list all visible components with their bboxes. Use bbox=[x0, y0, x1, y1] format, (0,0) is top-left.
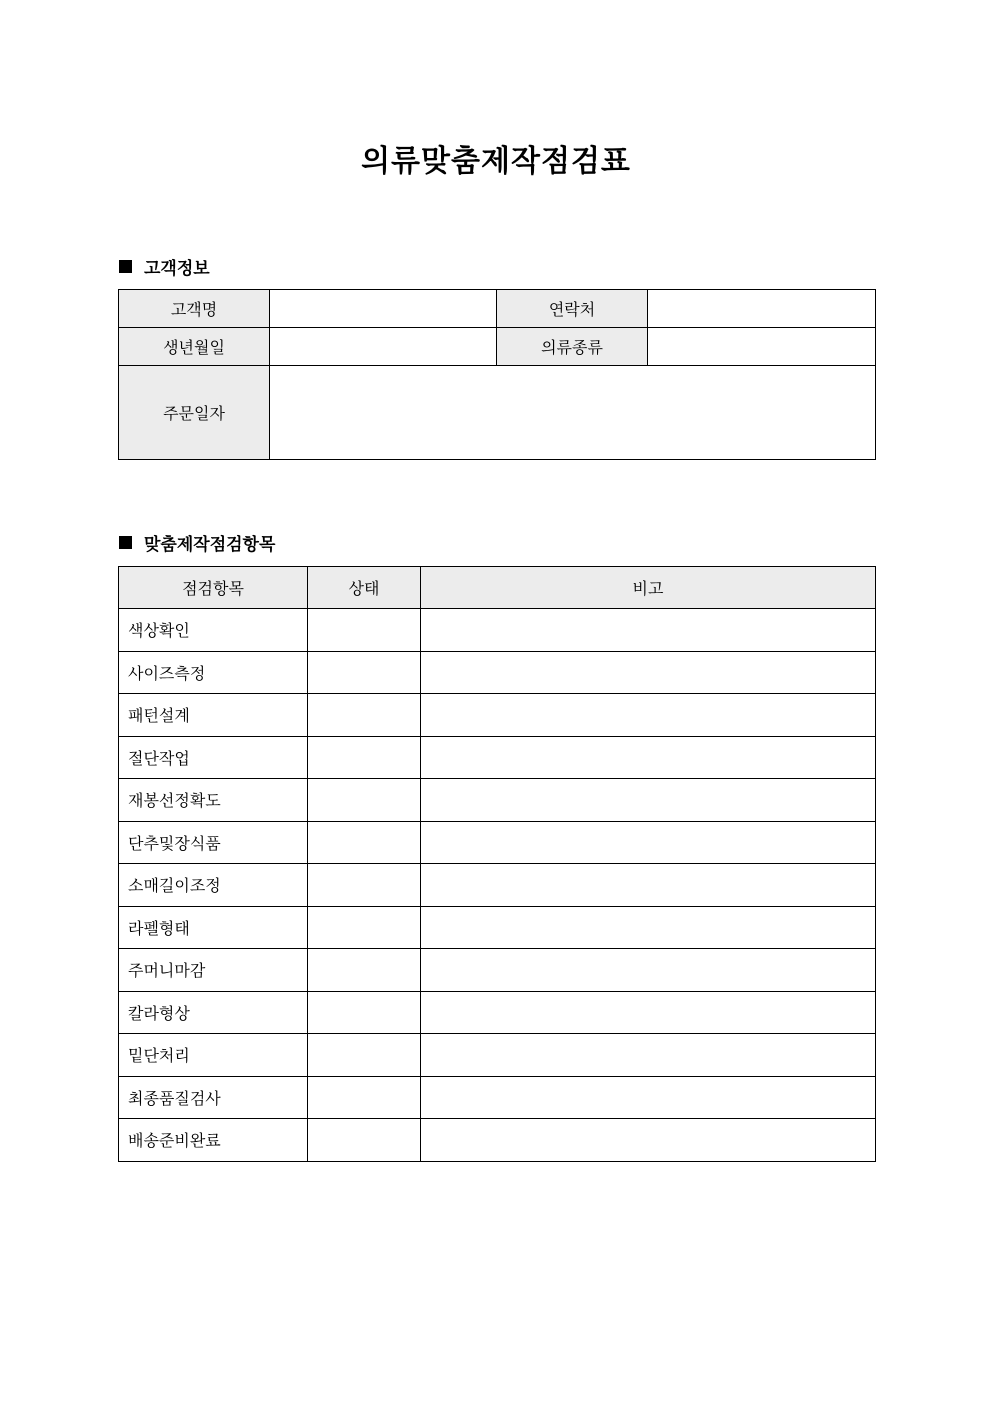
note-cell[interactable] bbox=[421, 1034, 876, 1077]
table-row bbox=[119, 1034, 876, 1077]
status-cell[interactable] bbox=[308, 991, 421, 1034]
status-cell[interactable] bbox=[308, 821, 421, 864]
square-bullet-icon bbox=[119, 536, 132, 549]
check-item: 색상확인 bbox=[119, 609, 308, 652]
status-cell[interactable] bbox=[308, 864, 421, 907]
check-item: 단추및장식품 bbox=[119, 821, 308, 864]
note-cell[interactable] bbox=[421, 906, 876, 949]
check-item: 배송준비완료 bbox=[119, 1119, 308, 1162]
order-date-label: 주문일자 bbox=[119, 366, 270, 460]
status-cell[interactable] bbox=[308, 949, 421, 992]
table-row bbox=[119, 651, 876, 694]
status-cell[interactable] bbox=[308, 736, 421, 779]
contact-field[interactable] bbox=[648, 290, 876, 328]
birth-date-label: 생년월일 bbox=[119, 328, 270, 366]
check-item: 사이즈측정 bbox=[119, 651, 308, 694]
check-item: 패턴설계 bbox=[119, 694, 308, 737]
check-item: 최종품질검사 bbox=[119, 1076, 308, 1119]
table-row bbox=[119, 1076, 876, 1119]
status-cell[interactable] bbox=[308, 906, 421, 949]
table-row bbox=[119, 779, 876, 822]
checklist-table bbox=[118, 566, 876, 1162]
note-cell[interactable] bbox=[421, 651, 876, 694]
check-item: 칼라형상 bbox=[119, 991, 308, 1034]
customer-name-label: 고객명 bbox=[119, 290, 270, 328]
customer-section-title: 고객정보 bbox=[144, 259, 210, 279]
check-item: 밑단처리 bbox=[119, 1034, 308, 1077]
checklist-section-heading bbox=[119, 530, 275, 555]
square-bullet-icon bbox=[119, 260, 132, 273]
status-cell[interactable] bbox=[308, 1119, 421, 1162]
checklist-section-title: 맞춤제작점검항목 bbox=[144, 535, 276, 555]
table-row bbox=[119, 991, 876, 1034]
status-cell[interactable] bbox=[308, 1076, 421, 1119]
note-cell[interactable] bbox=[421, 1076, 876, 1119]
order-date-field[interactable] bbox=[270, 366, 876, 460]
table-row bbox=[119, 736, 876, 779]
check-item: 소매길이조정 bbox=[119, 864, 308, 907]
table-row bbox=[119, 1119, 876, 1162]
column-header-note: 비고 bbox=[421, 567, 876, 609]
note-cell[interactable] bbox=[421, 864, 876, 907]
check-item: 주머니마감 bbox=[119, 949, 308, 992]
note-cell[interactable] bbox=[421, 609, 876, 652]
customer-name-field[interactable] bbox=[270, 290, 497, 328]
table-row bbox=[119, 609, 876, 652]
column-header-item: 점검항목 bbox=[119, 567, 308, 609]
table-row bbox=[119, 906, 876, 949]
garment-type-label: 의류종류 bbox=[497, 328, 648, 366]
birth-date-field[interactable] bbox=[270, 328, 497, 366]
table-row bbox=[119, 821, 876, 864]
check-item: 재봉선정확도 bbox=[119, 779, 308, 822]
status-cell[interactable] bbox=[308, 1034, 421, 1077]
note-cell[interactable] bbox=[421, 694, 876, 737]
contact-label: 연락처 bbox=[497, 290, 648, 328]
status-cell[interactable] bbox=[308, 779, 421, 822]
check-item: 절단작업 bbox=[119, 736, 308, 779]
note-cell[interactable] bbox=[421, 821, 876, 864]
column-header-status: 상태 bbox=[308, 567, 421, 609]
note-cell[interactable] bbox=[421, 991, 876, 1034]
status-cell[interactable] bbox=[308, 609, 421, 652]
note-cell[interactable] bbox=[421, 779, 876, 822]
status-cell[interactable] bbox=[308, 694, 421, 737]
note-cell[interactable] bbox=[421, 949, 876, 992]
customer-section-heading bbox=[119, 254, 210, 279]
table-row bbox=[119, 864, 876, 907]
table-row bbox=[119, 949, 876, 992]
status-cell[interactable] bbox=[308, 651, 421, 694]
check-item: 라펠형태 bbox=[119, 906, 308, 949]
customer-info-table bbox=[118, 289, 876, 460]
note-cell[interactable] bbox=[421, 736, 876, 779]
garment-type-field[interactable] bbox=[648, 328, 876, 366]
page-title: 의류맞춤제작점검표 bbox=[361, 144, 631, 179]
note-cell[interactable] bbox=[421, 1119, 876, 1162]
table-row bbox=[119, 694, 876, 737]
